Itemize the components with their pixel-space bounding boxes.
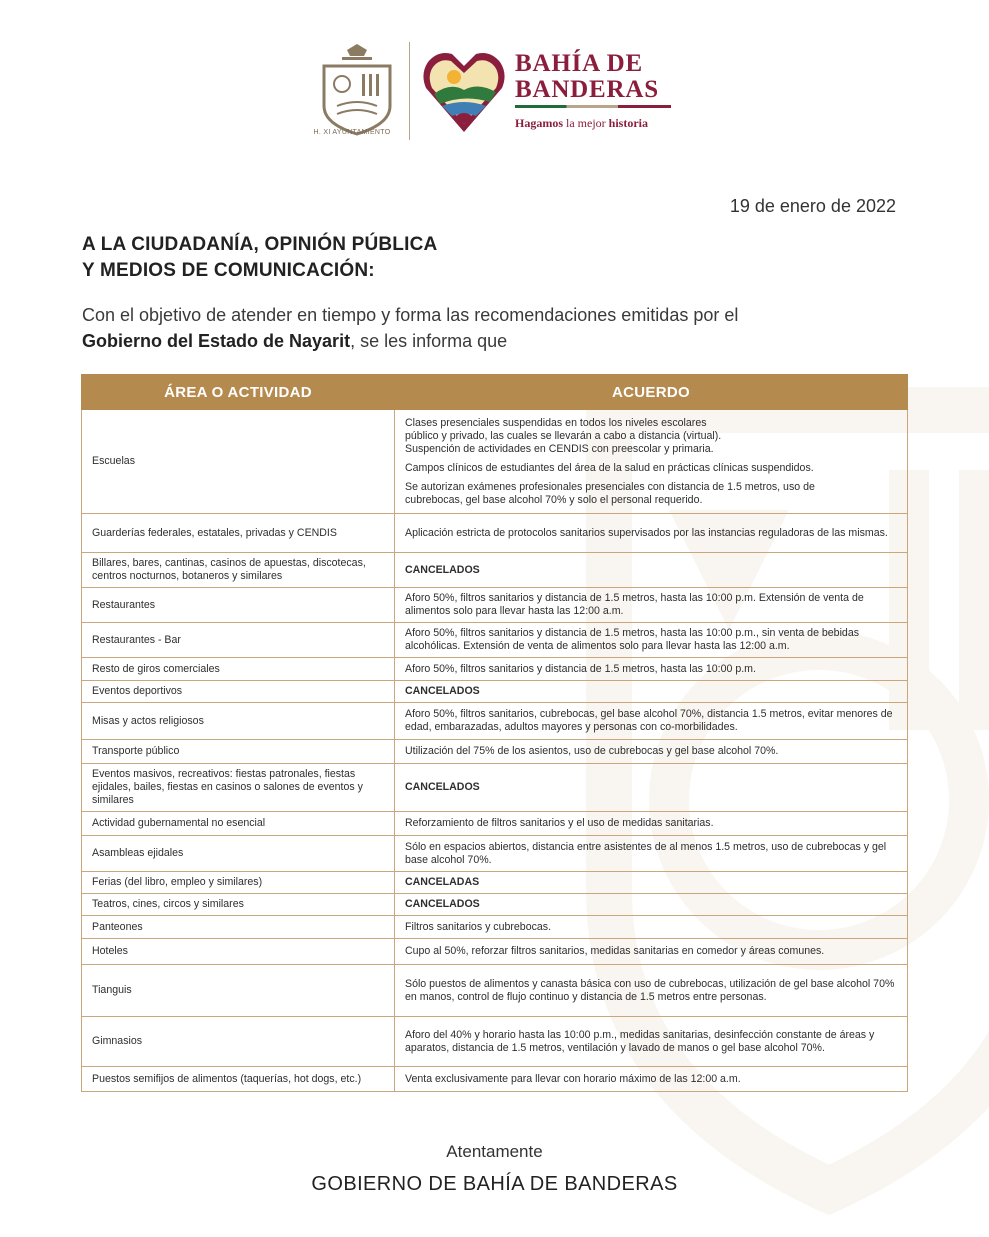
row-acuerdo: CANCELADOS: [395, 764, 908, 812]
row-acuerdo: Aplicación estricta de protocolos sanitarios supervisados por las instancias reguladoras de las mismas.: [395, 514, 908, 553]
brand-color-rule: [515, 105, 671, 108]
row-acuerdo: Aforo 50%, filtros sanitarios y distancia de 1.5 metros, hasta las 10:00 p.m., sin venta de bebidas alcohólicas. Extensión de venta de alimentos solo para llevar hasta las 12:00 a.m.: [395, 623, 908, 658]
acuerdo-line: Campos clínicos de estudiantes del área de la salud en prácticas clínicas suspendidos.: [405, 461, 814, 474]
acuerdo-line: Se autorizan exámenes profesionales presenciales con distancia de 1.5 metros, uso de: [405, 480, 815, 493]
table-row: [82, 703, 908, 740]
table-row: [82, 872, 908, 894]
row-area: Actividad gubernamental no esencial: [82, 812, 395, 836]
row-acuerdo: Reforzamiento de filtros sanitarios y el uso de medidas sanitarias.: [395, 812, 908, 836]
row-area: Gimnasios: [82, 1017, 395, 1067]
intro-text-1: Con el objetivo de atender en tiempo y forma las recomendaciones emitidas por el: [82, 305, 739, 325]
row-area: Transporte público: [82, 740, 395, 764]
header-acuerdo: ACUERDO: [395, 375, 908, 410]
row-area: Guarderías federales, estatales, privadas y CENDIS: [82, 514, 395, 553]
title-line1: A LA CIUDADANÍA, OPINIÓN PÚBLICA: [82, 234, 438, 255]
table-header-row: [82, 375, 908, 410]
brand-tagline: [515, 116, 648, 131]
table-row: [82, 812, 908, 836]
intro-paragraph: [82, 302, 912, 354]
seal-caption: H. XI AYUNTAMIENTO: [313, 129, 391, 136]
row-area: Eventos masivos, recreativos: fiestas patronales, fiestas ejidales, bailes, fiestas en casinos o salones de eventos y similares: [82, 764, 395, 812]
table-row: [82, 410, 908, 514]
table-row: [82, 965, 908, 1017]
measures-table: [81, 374, 908, 1092]
row-acuerdo: Aforo del 40% y horario hasta las 10:00 p.m., medidas sanitarias, desinfección constante de áreas y aparatos, distancia de 1.5 metros, ventilación y lavado de manos o gel base alcohol 70%.: [395, 1017, 908, 1067]
header-area: ÁREA O ACTIVIDAD: [82, 375, 395, 410]
row-acuerdo: Filtros sanitarios y cubrebocas.: [395, 916, 908, 939]
acuerdo-line: público y privado, las cuales se llevarán a cabo a distancia (virtual).: [405, 429, 722, 442]
row-acuerdo: Sólo puestos de alimentos y canasta básica con uso de cubrebocas, utilización de gel base alcohol 70% en manos, control de flujo continuo y distancia de 1.5 metros entre personas.: [395, 965, 908, 1017]
letterhead: [0, 40, 989, 145]
table-row: [82, 836, 908, 872]
row-area: Ferias (del libro, empleo y similares): [82, 872, 395, 894]
table-row: [82, 623, 908, 658]
row-acuerdo: [395, 410, 908, 514]
row-area: Puestos semifijos de alimentos (taquerías, hot dogs, etc.): [82, 1067, 395, 1092]
intro-text-2: , se les informa que: [350, 331, 508, 351]
row-area: Misas y actos religiosos: [82, 703, 395, 740]
document-date: 19 de enero de 2022: [729, 196, 896, 216]
table-row: [82, 894, 908, 916]
table-row: [82, 553, 908, 588]
table-row: [82, 681, 908, 703]
brand-name-line1: BAHÍA DE: [515, 50, 643, 77]
bahia-heart-logo-icon: [420, 44, 508, 136]
row-acuerdo: CANCELADOS: [395, 681, 908, 703]
row-area: Escuelas: [82, 410, 395, 514]
document-title: [82, 232, 437, 284]
row-area: Resto de giros comerciales: [82, 658, 395, 681]
brand-name-line2: BANDERAS: [515, 76, 659, 103]
row-acuerdo: Sólo en espacios abiertos, distancia entre asistentes de al menos 1.5 metros, uso de cubrebocas y gel base alcohol 70%.: [395, 836, 908, 872]
row-acuerdo: CANCELADOS: [395, 553, 908, 588]
table-row: [82, 740, 908, 764]
table-row: [82, 1067, 908, 1092]
tagline-bold-b: historia: [608, 116, 648, 130]
tagline-bold-a: Hagamos: [515, 116, 563, 130]
acuerdo-line: Suspención de actividades en CENDIS con preescolar y primaria.: [405, 442, 714, 455]
table-row: [82, 588, 908, 623]
row-acuerdo: Aforo 50%, filtros sanitarios, cubrebocas, gel base alcohol 70%, distancia 1.5 metros, evitar menores de edad, embarazadas, adultos mayores y personas con co-morbilidades.: [395, 703, 908, 740]
row-acuerdo: CANCELADAS: [395, 872, 908, 894]
row-area: Billares, bares, cantinas, casinos de apuestas, discotecas, centros nocturnos, botaneros y similares: [82, 553, 395, 588]
table-row: [82, 916, 908, 939]
row-area: Restaurantes: [82, 588, 395, 623]
acuerdo-line: cubrebocas, gel base alcohol 70% y solo el personal requerido.: [405, 493, 703, 506]
row-acuerdo: Venta exclusivamente para llevar con horario máximo de las 12:00 a.m.: [395, 1067, 908, 1092]
row-area: Tianguis: [82, 965, 395, 1017]
row-area: Hoteles: [82, 939, 395, 965]
row-acuerdo: Aforo 50%, filtros sanitarios y distancia de 1.5 metros, hasta las 10:00 p.m. Extensión de venta de alimentos solo para llevar hasta las 12:00 a.m.: [395, 588, 908, 623]
table-row: [82, 764, 908, 812]
title-line2: Y MEDIOS DE COMUNICACIÓN:: [82, 260, 375, 281]
row-acuerdo: Cupo al 50%, reforzar filtros sanitarios, medidas sanitarias en comedor y áreas comunes.: [395, 939, 908, 965]
row-area: Panteones: [82, 916, 395, 939]
table-row: [82, 514, 908, 553]
header-divider: [409, 42, 410, 140]
row-acuerdo: Aforo 50%, filtros sanitarios y distancia de 1.5 metros, hasta las 10:00 p.m.: [395, 658, 908, 681]
tagline-mid: la mejor: [566, 116, 606, 130]
table-row: [82, 1017, 908, 1067]
closing-text: Atentamente: [446, 1142, 543, 1161]
row-area: Asambleas ejidales: [82, 836, 395, 872]
row-area: Eventos deportivos: [82, 681, 395, 703]
intro-bold: Gobierno del Estado de Nayarit: [82, 331, 351, 351]
row-area: Teatros, cines, circos y similares: [82, 894, 395, 916]
table-row: [82, 658, 908, 681]
row-area: Restaurantes - Bar: [82, 623, 395, 658]
row-acuerdo: CANCELADOS: [395, 894, 908, 916]
table-row: [82, 939, 908, 965]
acuerdo-line: Clases presenciales suspendidas en todos los niveles escolares: [405, 416, 707, 429]
row-acuerdo: Utilización del 75% de los asientos, uso de cubrebocas y gel base alcohol 70%.: [395, 740, 908, 764]
signature-text: GOBIERNO DE BAHÍA DE BANDERAS: [311, 1173, 678, 1195]
